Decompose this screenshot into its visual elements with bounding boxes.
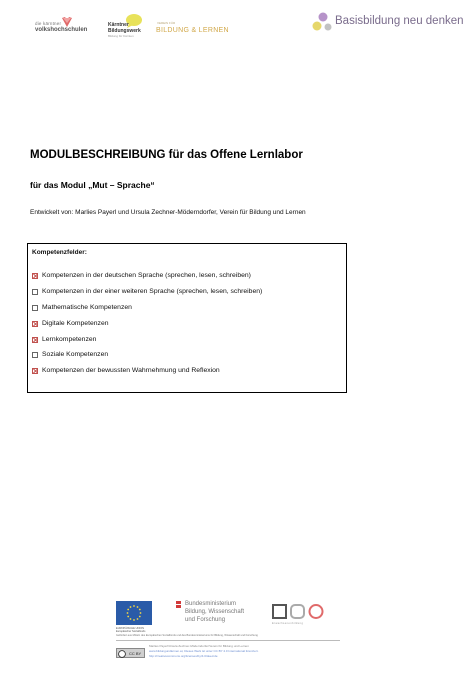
kbw-logo-tagline: Bildung für Kärnten bbox=[108, 34, 134, 38]
kompetenz-item bbox=[32, 320, 109, 327]
eu-label: EUROPÄISCHE UNION bbox=[116, 627, 144, 630]
esf-label: Europäischer Sozialfonds bbox=[116, 630, 146, 633]
license-line1: Marlies Payerl/Ursula Zechner-Möderndorfer/Verein für Bildung und Lernen bbox=[149, 644, 249, 648]
bnd-dots-icon bbox=[312, 12, 334, 34]
kbw-logo-line1: Kärntner bbox=[108, 22, 129, 28]
kompetenz-item-label: Kompetenzen der bewussten Wahrnehmung und Reflexion bbox=[42, 367, 220, 374]
authors-line: Entwickelt von: Marlies Payerl und Ursula Zechner-Möderndorfer, Verein für Bildung und Lernen bbox=[30, 209, 306, 216]
kompetenzfelder-box bbox=[27, 243, 347, 393]
kompetenz-item-label: Kompetenzen in der einer weiteren Sprache (sprechen, lesen, schreiben) bbox=[42, 288, 263, 295]
kompetenz-item bbox=[32, 336, 96, 343]
kompetenz-item bbox=[32, 272, 251, 279]
unchecked-box-icon bbox=[32, 305, 38, 311]
initiative-erwachsenenbildung-icon bbox=[271, 603, 325, 621]
vbl-logo-small: VEREIN FÜR bbox=[157, 21, 176, 25]
austria-flag-stripe bbox=[176, 605, 181, 608]
vhs-logo-name: volkshochschulen bbox=[35, 27, 88, 33]
kbw-logo-line2: Bildungswerk bbox=[108, 28, 141, 34]
austria-flag-icon bbox=[176, 601, 181, 604]
cc-icon bbox=[118, 650, 126, 658]
kompetenzfelder-heading: Kompetenzfelder: bbox=[32, 249, 87, 256]
kompetenz-item bbox=[32, 304, 132, 311]
ministry-line1: Bundesministerium bbox=[185, 601, 237, 607]
document-subtitle: für das Modul „Mut – Sprache“ bbox=[30, 180, 155, 190]
kompetenz-item-label: Mathematische Kompetenzen bbox=[42, 304, 132, 311]
ministry-line2: Bildung, Wissenschaft bbox=[185, 609, 245, 615]
checked-box-icon bbox=[32, 321, 38, 327]
ministry-line3: und Forschung bbox=[185, 617, 226, 623]
kompetenz-item-label: Soziale Kompetenzen bbox=[42, 351, 109, 358]
kompetenz-item-label: Digitale Kompetenzen bbox=[42, 320, 109, 327]
eu-stars-icon bbox=[116, 601, 152, 625]
cc-badge-text: CC BY bbox=[129, 651, 142, 656]
funding-note: Gefördert aus Mitteln des Europäischen Sozialfonds und des Bundesministeriums für Bildung, Wissenschaft und Forschung bbox=[116, 634, 258, 637]
checked-box-icon bbox=[32, 337, 38, 343]
checked-box-icon bbox=[32, 273, 38, 279]
unchecked-box-icon bbox=[32, 352, 38, 358]
eu-flag-logo bbox=[116, 601, 152, 625]
kompetenz-item bbox=[32, 367, 220, 374]
vhs-logo-small-text: die kärntner bbox=[35, 21, 62, 26]
document-title: MODULBESCHREIBUNG für das Offene Lernlabor bbox=[30, 149, 303, 161]
kompetenz-item-label: Lernkompetenzen bbox=[42, 336, 97, 343]
initiative-label: Erwachsenenbildung bbox=[272, 622, 304, 625]
license-line2[interactable]: www.bildungundlernen.at, Dieses Werk ist unter CC BY 4.0 International lizenziert. bbox=[149, 649, 259, 653]
kompetenz-item bbox=[32, 288, 262, 295]
license-link[interactable]: http://creativecommons.org/licenses/by/4.0/deed.de bbox=[149, 654, 218, 658]
footer-divider bbox=[116, 640, 340, 641]
bnd-logo-name: Basisbildung neu denken bbox=[335, 15, 464, 27]
vbl-logo-name: BILDUNG & LERNEN bbox=[156, 27, 229, 34]
kompetenz-item bbox=[32, 351, 108, 358]
cc-license-badge bbox=[116, 648, 145, 658]
unchecked-box-icon bbox=[32, 289, 38, 295]
checked-box-icon bbox=[32, 368, 38, 374]
kompetenz-item-label: Kompetenzen in der deutschen Sprache (sprechen, lesen, schreiben) bbox=[42, 272, 251, 279]
